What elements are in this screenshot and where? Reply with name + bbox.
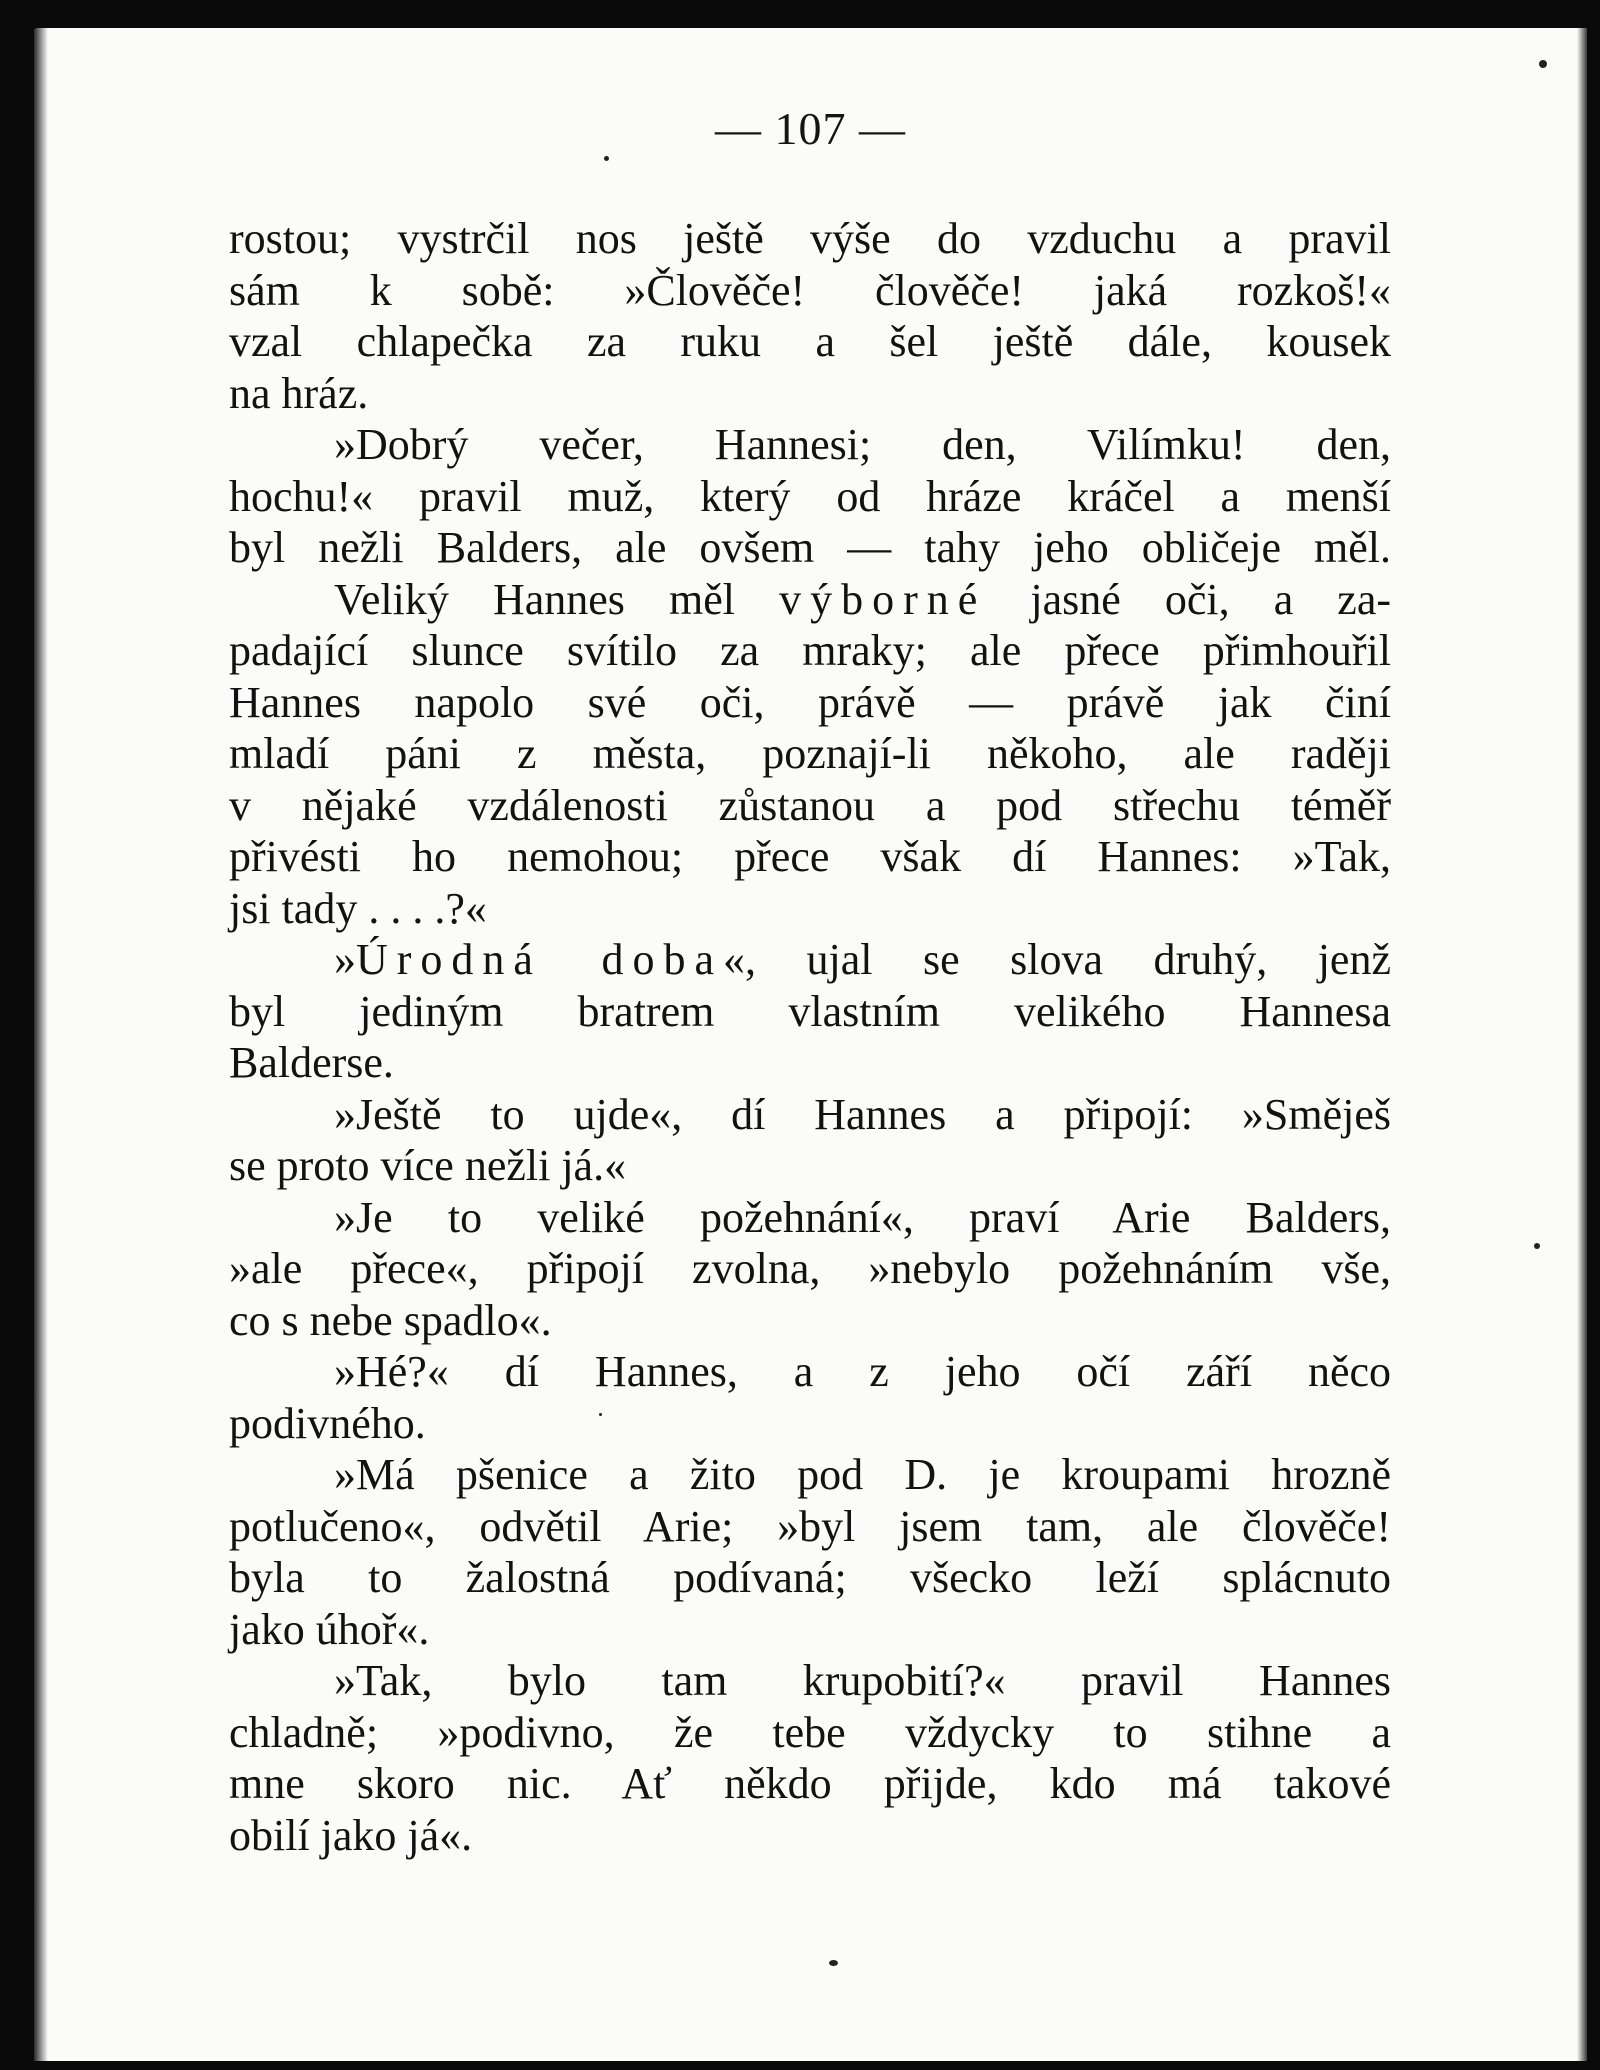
text-line: chladně; »podivno, že tebe vždycky to stihne a xyxy=(229,1707,1391,1757)
text-line: Hannes napolo své oči, právě — právě jak činí xyxy=(229,677,1391,727)
scan-speck xyxy=(829,1960,838,1966)
text-line: byl jediným bratrem vlastním velikého Hannesa xyxy=(229,986,1391,1036)
scan-speck xyxy=(599,1413,602,1416)
text-line: sám k sobě: »Člověče! člověče! jaká rozkoš!« xyxy=(229,265,1391,315)
text-fragment: » xyxy=(334,935,356,984)
text-fragment: Veliký Hannes měl xyxy=(334,574,735,624)
paragraph-start-line: »Tak, bylo tam krupobití?« pravil Hannes xyxy=(334,1656,1391,1705)
text-fragment: «, ujal se slova druhý, jenž xyxy=(723,935,1391,984)
text-line: jako úhoř«. xyxy=(229,1604,430,1654)
text-line: byl nežli Balders, ale ovšem — tahy jeho obličeje měl. xyxy=(229,523,1391,572)
page-edge-shadow xyxy=(1577,28,1587,2061)
text-line: v nějaké vzdálenosti zůstanou a pod střechu téměř xyxy=(229,780,1391,830)
body-text xyxy=(229,213,1391,1861)
text-line: byla to žalostná podívaná; všecko leží splácnuto xyxy=(229,1553,1391,1602)
text-line: jsi tady . . . .?« xyxy=(229,883,487,933)
page-number: — 107 — xyxy=(715,103,906,154)
paragraph-start-line: »Hé?« dí Hannes, a z jeho očí září něco xyxy=(334,1347,1391,1396)
text-line: obilí jako já«. xyxy=(229,1810,473,1860)
paragraph-start-line: »Dobrý večer, Hannesi; den, Vilímku! den, xyxy=(334,420,1391,469)
scan-speck xyxy=(1534,1243,1540,1249)
text-line: potlučeno«, odvětil Arie; »byl jsem tam, ale člověče! xyxy=(229,1501,1391,1551)
emphasized-phrase: Úrodná doba xyxy=(356,935,723,984)
text-line: mladí páni z města, poznají-li někoho, ale raději xyxy=(229,729,1391,778)
text-line: přivésti ho nemohou; přece však dí Hannes: »Tak, xyxy=(229,832,1391,881)
scan-speck xyxy=(604,156,609,161)
text-line: mne skoro nic. Ať někdo přijde, kdo má takové xyxy=(229,1759,1391,1808)
text-line: padající slunce svítilo za mraky; ale přece přimhouřil xyxy=(229,626,1391,675)
emphasized-word: výborné xyxy=(779,574,987,624)
text-line: na hráz. xyxy=(229,368,369,418)
page-edge-shadow xyxy=(34,28,48,2061)
text-line: se proto více nežli já.« xyxy=(229,1141,627,1190)
book-page xyxy=(34,28,1587,2061)
text-line: rostou; vystrčil nos ještě výše do vzduchu a pravil xyxy=(229,214,1391,263)
paragraph-start-line: »Má pšenice a žito pod D. je kroupami hrozně xyxy=(334,1450,1391,1499)
paragraph-start-line xyxy=(229,934,1391,986)
text-line: podivného. xyxy=(229,1398,426,1448)
text-fragment: jasné oči, a za- xyxy=(1030,574,1392,624)
scan-speck xyxy=(1539,60,1547,68)
text-line: co s nebe spadlo«. xyxy=(229,1295,552,1345)
text-line: »ale přece«, připojí zvolna, »nebylo požehnáním vše, xyxy=(229,1244,1391,1293)
paragraph-start-line xyxy=(229,574,1391,626)
text-line: Balderse. xyxy=(229,1038,394,1087)
text-line: hochu!« pravil muž, který od hráze kráčel a menší xyxy=(229,471,1391,521)
paragraph-start-line: »Je to veliké požehnání«, praví Arie Balders, xyxy=(334,1192,1391,1242)
paragraph-start-line: »Ještě to ujde«, dí Hannes a připojí: »Směješ xyxy=(334,1089,1391,1139)
text-line: vzal chlapečka za ruku a šel ještě dále, kousek xyxy=(229,317,1391,366)
